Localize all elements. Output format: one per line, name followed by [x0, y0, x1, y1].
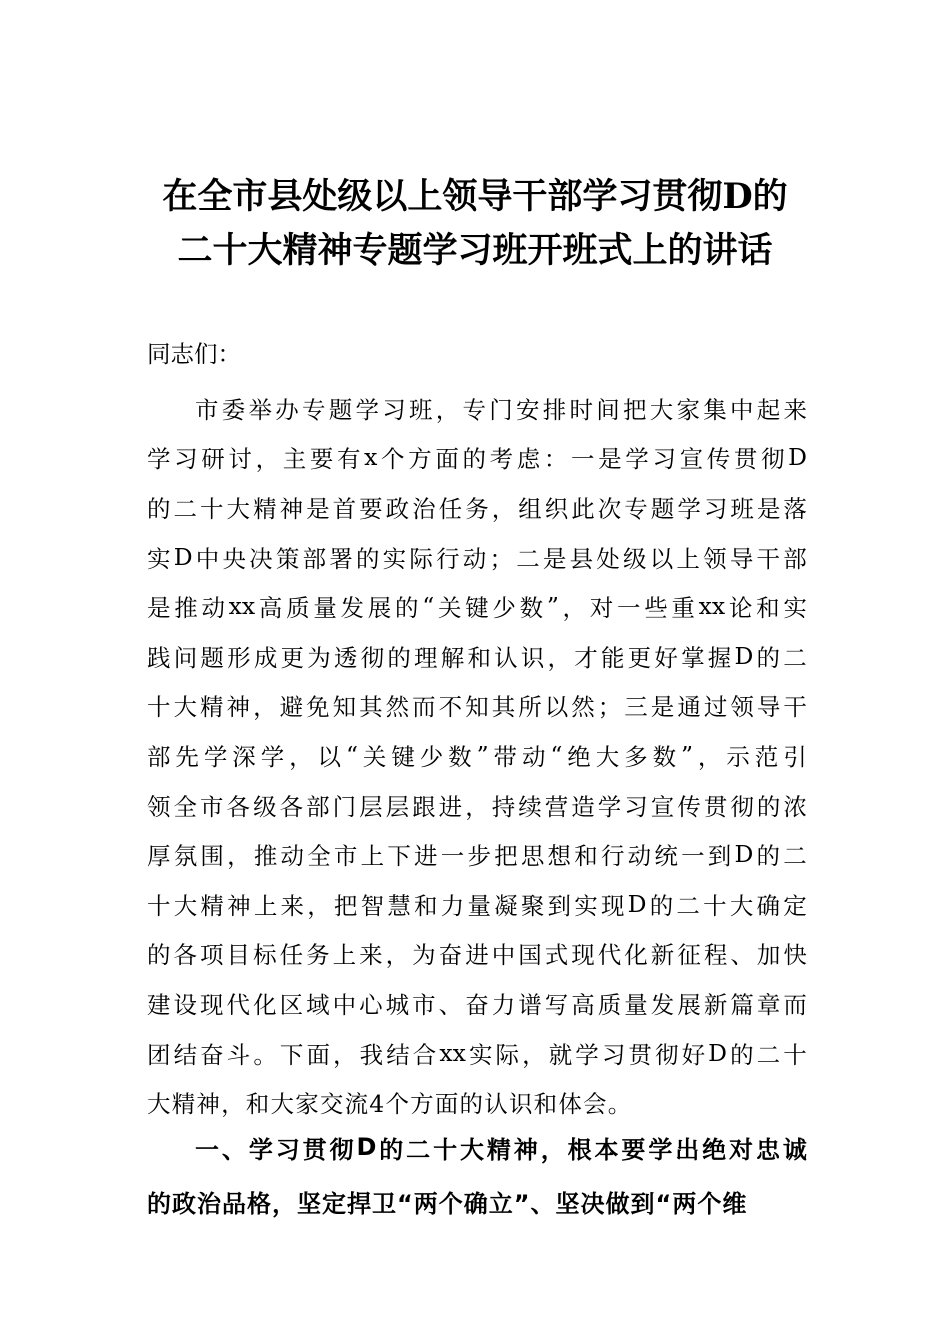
paragraph-line: 厚 氛 围 ， 推 动 全 市 上 下 进 一 步 把 思 想 和 行 动 统 一 到 D 的 二 — [147, 840, 807, 871]
paragraph-line: 实 D 中 央 决 策 部 署 的 实 际 行 动 ； 二 是 县 处 级 以 上 领 导 干 部 — [147, 542, 807, 573]
paragraph-line: 建 设 现 代 化 区 域 中 心 城 市 、 奋 力 谱 写 高 质 量 发 展 新 篇 章 而 — [147, 990, 807, 1019]
paragraph-line: 部 先 学 深 学 ， 以 “ 关 键 少 数 ” 带 动 “ 绝 大 多 数 ” ， 示 范 引 — [147, 740, 807, 771]
paragraph-line: 的 二 十 大 精 神 是 首 要 政 治 任 务 ， 组 织 此 次 专 题 学 习 班 是 落 — [147, 494, 807, 523]
heading-line: 的政治品格，坚定捍卫“两个确立”、坚决做到“两个维 — [147, 1189, 748, 1218]
body-paragraph — [147, 383, 807, 1127]
paragraph-line: 团 结 奋 斗 。 下 面 ， 我 结 合 xx 实 际 ， 就 学 习 贯 彻 好 D 的 二 十 — [147, 1038, 807, 1069]
section-heading — [147, 1120, 807, 1228]
paragraph-line: 领 全 市 各 级 各 部 门 层 层 跟 进 ， 持 续 营 造 学 习 宣 传 贯 彻 的 浓 — [147, 792, 807, 821]
paragraph-line: 践 问 题 形 成 更 为 透 彻 的 理 解 和 认 识 ， 才 能 更 好 掌 握 D 的 二 — [147, 641, 807, 672]
document-title — [130, 170, 820, 278]
paragraph-line: 是 推 动 xx 高 质 量 发 展 的 “ 关 键 少 数 ” ， 对 一 些 重 xx 论 和 实 — [147, 592, 807, 623]
paragraph-line: 的 各 项 目 标 任 务 上 来 ， 为 奋 进 中 国 式 现 代 化 新 征 程 、 加 快 — [147, 941, 807, 970]
salutation: 同志们： — [147, 340, 241, 368]
paragraph-line: 十 大 精 神 ， 避 免 知 其 然 而 不 知 其 所 以 然 ； 三 是 通 过 领 导 干 — [147, 693, 807, 722]
paragraph-line: 学 习 研 讨 ， 主 要 有 x 个 方 面 的 考 虑 ： 一 是 学 习 宣 传 贯 彻 D — [147, 443, 807, 474]
paragraph-line: 大精神，和大家交流4个方面的认识和体会。 — [147, 1090, 633, 1119]
title-line-2: 二十大精神专题学习班开班式上的讲话 — [177, 230, 773, 271]
heading-line: 一 、 学 习 贯 彻 D 的 二 十 大 精 神 ， 根 本 要 学 出 绝 对 忠 诚 — [195, 1133, 807, 1164]
title-line-1: 在全市县处级以上领导干部学习贯彻D的 — [162, 176, 788, 217]
paragraph-line: 市 委 举 办 专 题 学 习 班 ， 专 门 安 排 时 间 把 大 家 集 中 起 来 — [195, 395, 807, 424]
paragraph-line: 十 大 精 神 上 来 ， 把 智 慧 和 力 量 凝 聚 到 实 现 D 的 二 十 大 确 定 — [147, 889, 807, 920]
